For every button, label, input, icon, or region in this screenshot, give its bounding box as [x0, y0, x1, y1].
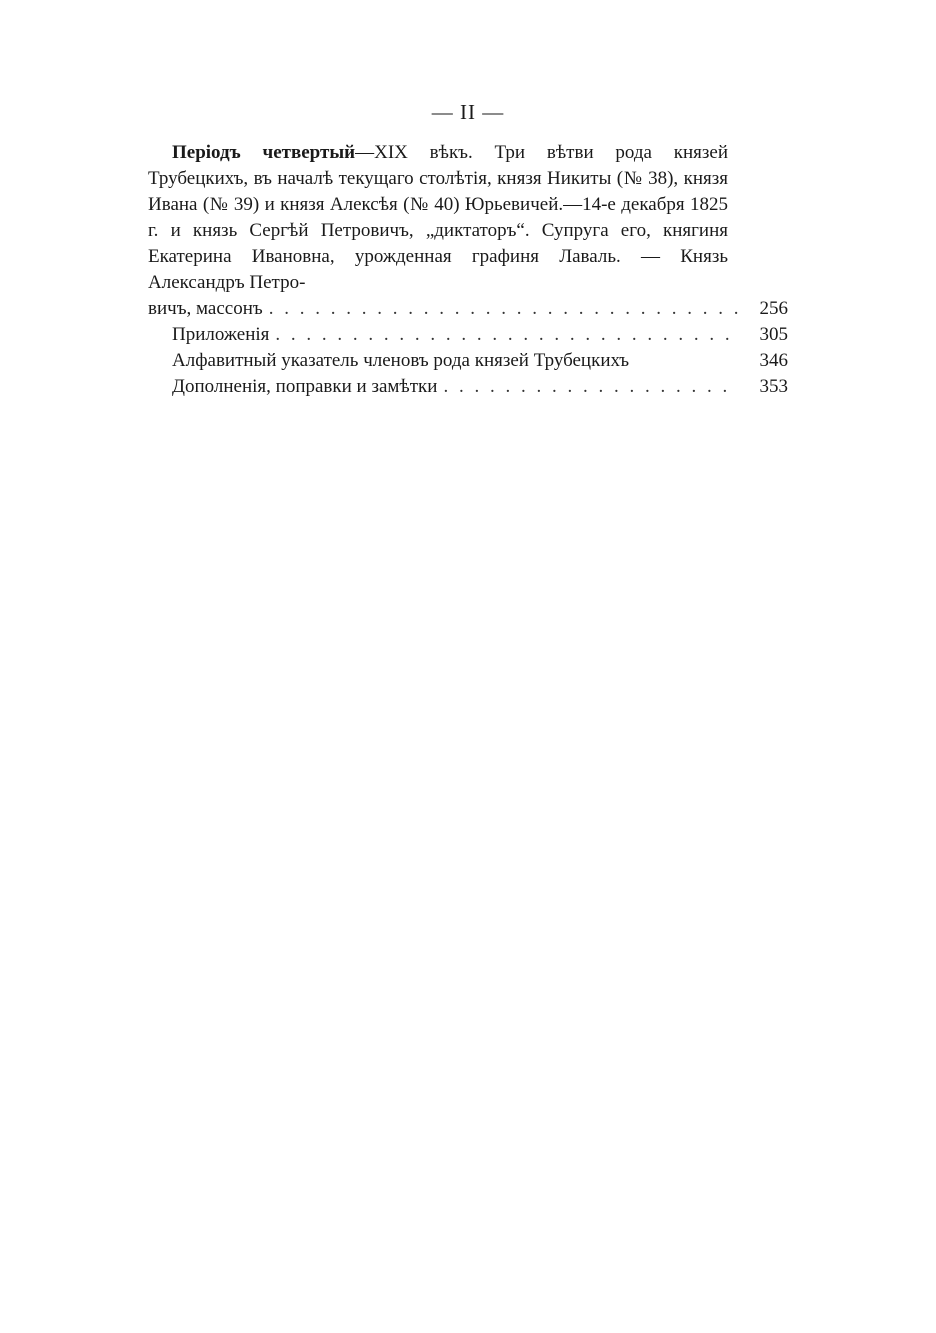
toc-entry-label: вичъ, массонъ [148, 298, 263, 319]
toc-entry-label: Дополненія, поправки и замѣтки [172, 376, 438, 397]
toc-page-number: 256 [759, 298, 788, 319]
toc-entry-period-four [148, 140, 788, 322]
dot-leader [443, 374, 738, 400]
toc-entry-title: Періодъ четвертый [172, 142, 356, 163]
dot-leader [275, 322, 738, 348]
toc-entry-description: —XIX вѣкъ. Три вѣтви рода князей Трубецкихъ, въ началѣ текущаго столѣтія, князя Никиты (№ 38), князя Ивана (№ 39) и князя Алексѣя (№ 40) Юрьевичей.—14-е декабря 1825 г. и князь Сергѣй Петровичъ, „диктаторъ“. Супруга его, княгиня Екатерина Ивановна, урожденная графиня Лаваль. — Князь Александръ Петро- [148, 142, 728, 293]
toc-entry-appendices [148, 322, 788, 348]
toc-entry-text [148, 140, 728, 296]
page-number: — II — [431, 100, 505, 124]
table-of-contents [148, 140, 788, 400]
toc-entry-last-line [148, 296, 788, 322]
toc-entry-addenda [148, 374, 788, 400]
dot-leader [269, 296, 738, 322]
toc-page-number: 305 [759, 324, 788, 345]
toc-entry-label: Алфавитный указатель членовъ рода князей Трубецкихъ [172, 350, 630, 371]
toc-entry-index [148, 348, 788, 374]
toc-entry-label: Приложенія [172, 324, 270, 345]
toc-page-number: 346 [759, 350, 788, 371]
toc-page-number: 353 [759, 376, 788, 397]
